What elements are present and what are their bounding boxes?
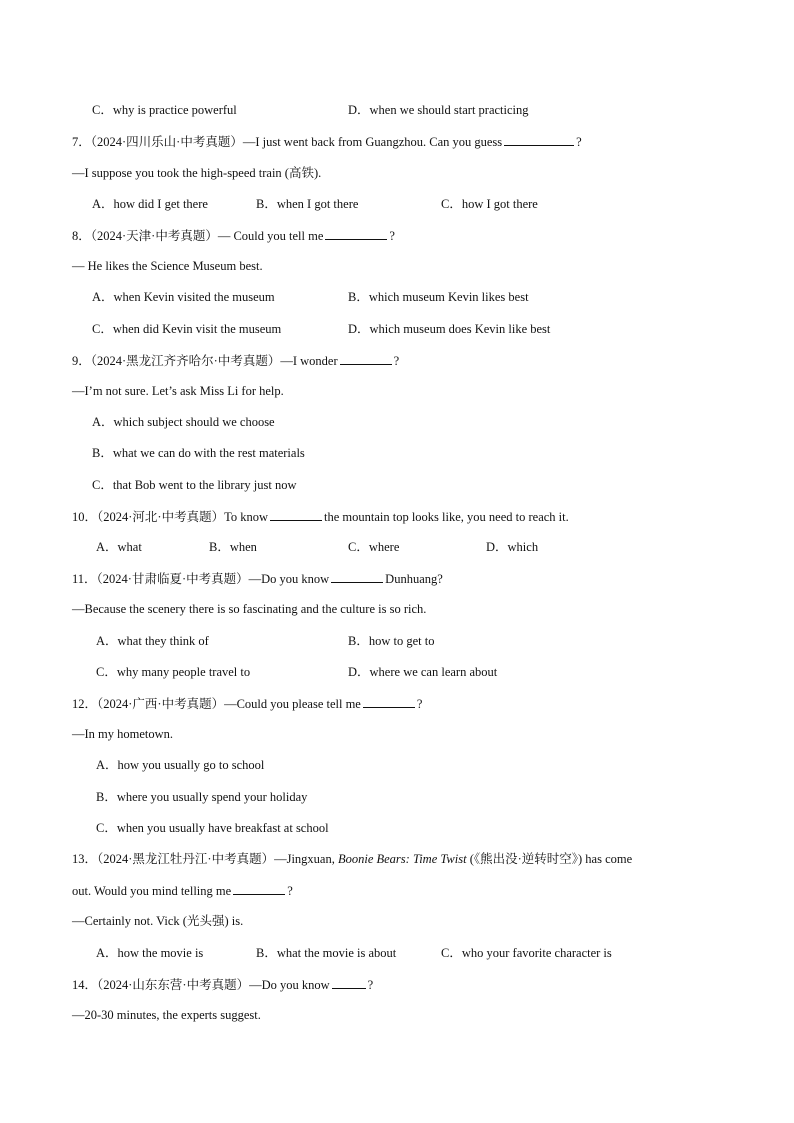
q14-end: ?: [367, 978, 374, 992]
q11-reply: —Because the scenery there is so fascinating and the culture is so rich.: [72, 602, 427, 616]
q13-end: ?: [287, 884, 293, 898]
q7-option-b: B．when I got there: [256, 197, 359, 211]
q7-stem-line: [72, 133, 582, 150]
q11-option-d: D．where we can learn about: [348, 665, 498, 679]
q11-option-a: A．what they think of: [96, 634, 209, 648]
q9-option-b: B．what we can do with the rest materials: [92, 446, 305, 460]
q10-end: the mountain top looks like, you need to reach it.: [324, 510, 569, 524]
q10-option-d: D．which: [486, 540, 539, 554]
q11-end: Dunhuang?: [385, 572, 443, 586]
q12-stem: 12．（2024·广西·中考真题）—Could you please tell me: [72, 697, 361, 711]
q6-option-c: C．why is practice powerful: [92, 103, 237, 117]
q8-blank: [325, 227, 387, 240]
q9-reply: —I’m not sure. Let’s ask Miss Li for help.: [72, 384, 284, 398]
q9-stem-line: [72, 352, 399, 369]
q13-blank: [233, 882, 285, 895]
q14-blank: [332, 976, 366, 989]
q13-stem-rest: (《熊出没·逆转时空》) has come: [466, 852, 633, 866]
q13-stem-line2: [72, 882, 293, 899]
q9-option-c: C．that Bob went to the library just now: [92, 478, 297, 492]
q7-option-a: A．how did I get there: [92, 197, 208, 211]
q12-blank: [363, 695, 415, 708]
q14-reply: —20-30 minutes, the experts suggest.: [72, 1008, 261, 1022]
q12-option-c: C．when you usually have breakfast at school: [96, 821, 329, 835]
q7-end: ?: [576, 135, 582, 149]
q12-end: ?: [416, 697, 423, 711]
q11-blank: [331, 570, 383, 583]
q8-option-d: D．which museum does Kevin like best: [348, 322, 551, 336]
q10-option-a: A．what: [96, 540, 142, 554]
q13-option-b: B．what the movie is about: [256, 946, 397, 960]
q13-option-a: A．how the movie is: [96, 946, 204, 960]
q9-end: ?: [393, 354, 400, 368]
q9-stem: 9．（2024·黑龙江齐齐哈尔·中考真题）—I wonder: [72, 354, 338, 368]
q13-option-c: C．who your favorite character is: [441, 946, 612, 960]
q8-end: ?: [389, 229, 395, 243]
q13-reply: —Certainly not. Vick (光头强) is.: [72, 914, 244, 928]
q8-option-b: B．which museum Kevin likes best: [348, 290, 529, 304]
q13-movie-title: Boonie Bears: Time Twist: [337, 852, 467, 866]
q8-reply: — He likes the Science Museum best.: [72, 259, 263, 273]
q11-stem-line: [72, 570, 443, 587]
q7-reply: —I suppose you took the high-speed train (高铁).: [72, 166, 322, 180]
q12-option-a: A．how you usually go to school: [96, 758, 265, 772]
q10-option-b: B．when: [209, 540, 257, 554]
q14-stem-line: [72, 976, 373, 993]
q7-stem: 7．（2024·四川乐山·中考真题）—I just went back from Guangzhou. Can you guess: [72, 135, 503, 149]
q11-stem: 11．（2024·甘肃临夏·中考真题）—Do you know: [72, 572, 330, 586]
q10-stem: 10．（2024·河北·中考真题）To know: [72, 510, 268, 524]
q8-stem-line: [72, 227, 395, 244]
q11-option-c: C．why many people travel to: [96, 665, 251, 679]
q10-option-c: C．where: [348, 540, 400, 554]
q6-option-d: D．when we should start practicing: [348, 103, 529, 117]
q13-line2: out. Would you mind telling me: [72, 884, 232, 898]
q11-option-b: B．how to get to: [348, 634, 435, 648]
q14-stem: 14．（2024·山东东营·中考真题）—Do you know: [72, 978, 330, 992]
q7-option-c: C．how I got there: [441, 197, 538, 211]
q9-blank: [340, 352, 392, 365]
q10-blank: [270, 508, 322, 521]
q13-stem-line: [72, 851, 632, 867]
q10-stem-line: [72, 508, 569, 525]
q8-stem: 8．（2024·天津·中考真题）— Could you tell me: [72, 229, 324, 243]
q9-option-a: A．which subject should we choose: [92, 415, 275, 429]
q12-stem-line: [72, 695, 422, 712]
q12-option-b: B．where you usually spend your holiday: [96, 790, 308, 804]
q8-option-a: A．when Kevin visited the museum: [92, 290, 275, 304]
q13-stem: 13．（2024·黑龙江牡丹江·中考真题）—Jingxuan,: [72, 852, 338, 866]
q8-option-c: C．when did Kevin visit the museum: [92, 322, 282, 336]
q12-reply: —In my hometown.: [72, 727, 174, 741]
q7-blank: [504, 133, 574, 146]
